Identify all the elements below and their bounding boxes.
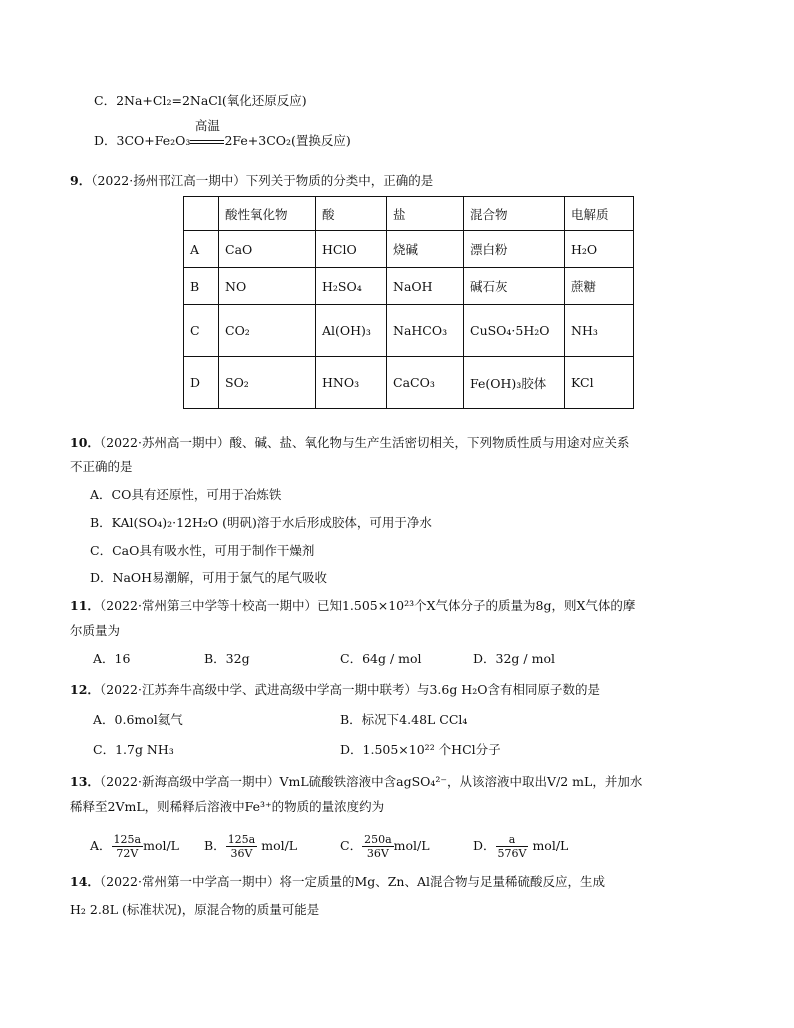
table-cell: CaO [219, 231, 316, 268]
option-label: B． [204, 838, 226, 853]
table-cell: 碱石灰 [464, 268, 565, 305]
numerator: 250a [364, 833, 392, 846]
option-b: B．标况下4.48L CCl₄ [340, 712, 468, 727]
question-text-cont: H₂ 2.8L (标准状况)，原混合物的质量可能是 [70, 902, 320, 917]
row-label-cell: D [184, 357, 219, 409]
table-row [184, 357, 634, 409]
equation-products: 2Fe+3CO₂(置换反应) [224, 133, 351, 148]
table-cell: NO [219, 268, 316, 305]
table-cell: 蔗糖 [565, 268, 634, 305]
q13-option-c [340, 833, 430, 860]
table-cell: NaOH [387, 268, 464, 305]
option-label: C． [94, 93, 117, 108]
option-label: A． [90, 838, 112, 853]
equals-bar [190, 140, 224, 144]
option-label: D． [94, 133, 117, 148]
table-cell: 酸性氧化物 [219, 197, 316, 231]
table-cell: NaHCO₃ [387, 305, 464, 357]
q9-stem [70, 172, 433, 190]
option-label: D． [473, 838, 496, 853]
option-c: C．64g / mol [340, 651, 422, 666]
table-cell: Fe(OH)₃胶体 [464, 357, 565, 409]
row-label-cell: B [184, 268, 219, 305]
question-number: 12． [70, 682, 100, 697]
table-cell: 混合物 [464, 197, 565, 231]
table-row [184, 268, 634, 305]
q14-stem [70, 873, 605, 891]
unit: mol/L [393, 838, 430, 853]
option-c: C．CaO具有吸水性，可用于制作干燥剂 [90, 543, 315, 558]
table-cell: 盐 [387, 197, 464, 231]
row-label-cell [184, 197, 219, 231]
table-cell: H₂O [565, 231, 634, 268]
table-cell: NH₃ [565, 305, 634, 357]
q13-option-b [204, 833, 297, 860]
row-label-cell: A [184, 231, 219, 268]
fraction [112, 833, 144, 860]
denominator: 36V [366, 847, 389, 860]
table-row [184, 305, 634, 357]
table-cell: CuSO₄·5H₂O [464, 305, 565, 357]
option-d: D．1.505×10²² 个HCl分子 [340, 742, 501, 757]
denominator: 72V [116, 847, 139, 860]
table-row [184, 231, 634, 268]
option-c: C．1.7g NH₃ [93, 742, 174, 757]
table-cell: 电解质 [565, 197, 634, 231]
question-text: （2022·江苏奔牛高级中学、武进高级中学高一期中联考）与3.6g H₂O含有相同原子数的是 [99, 682, 600, 697]
table-cell: 酸 [316, 197, 387, 231]
classification-table [183, 196, 634, 409]
fraction [226, 833, 258, 860]
option-a: A．CO具有还原性，可用于冶炼铁 [90, 487, 282, 502]
fraction [362, 833, 394, 860]
option-a: A．0.6mol氦气 [93, 712, 183, 727]
question-text: （2022·苏州高一期中）酸、碱、盐、氧化物与生产生活密切相关，下列物质性质与用途对应关系 [99, 435, 630, 450]
q12-stem [70, 681, 600, 699]
question-number: 10． [70, 435, 100, 450]
question-text: （2022·扬州邗江高一期中）下列关于物质的分类中，正确的是 [91, 173, 434, 188]
table-cell: 漂白粉 [464, 231, 565, 268]
fraction [496, 833, 529, 860]
question-text: （2022·常州第三中学等十校高一期中）已知1.505×10²³个X气体分子的质量为8g，则X气体的摩 [99, 598, 636, 613]
q13-stem [70, 773, 642, 791]
unit: mol/L [143, 838, 179, 853]
option-a: A．16 [93, 651, 131, 666]
question-text-cont: 稀释至2VmL，则稀释后溶液中Fe³⁺的物质的量浓度约为 [70, 799, 385, 814]
denominator: 576V [497, 847, 527, 860]
question-text-cont: 尔质量为 [70, 623, 121, 638]
question-text: （2022·常州第一中学高一期中）将一定质量的Mg、Zn、Al混合物与足量稀硫酸反应，生成 [99, 874, 606, 889]
option-d: D．32g / mol [473, 651, 555, 666]
option-b: B．32g [204, 651, 250, 666]
option-label: C． [340, 838, 363, 853]
table-cell: KCl [565, 357, 634, 409]
table-cell: HClO [316, 231, 387, 268]
condition-text: 高温 [194, 118, 220, 133]
question-number: 14． [70, 874, 100, 889]
numerator: 125a [113, 833, 142, 846]
unit: mol/L [528, 838, 569, 853]
table-cell: CaCO₃ [387, 357, 464, 409]
q8-option-c [94, 92, 307, 110]
question-text: （2022·新海高级中学高一期中）VmL硫酸铁溶液中含agSO₄²⁻，从该溶液中取出V/2 mL，并加水 [99, 774, 643, 789]
question-number: 9． [70, 173, 92, 188]
table-cell: H₂SO₄ [316, 268, 387, 305]
question-number: 11． [70, 598, 100, 613]
numerator: a [496, 833, 529, 847]
table-cell: Al(OH)₃ [316, 305, 387, 357]
table-header-row [184, 197, 634, 231]
numerator: 125a [227, 833, 256, 846]
question-number: 13． [70, 774, 100, 789]
q13-option-a [90, 833, 179, 860]
question-text-cont: 不正确的是 [70, 459, 133, 474]
table-cell: CO₂ [219, 305, 316, 357]
unit: mol/L [257, 838, 298, 853]
table-cell: SO₂ [219, 357, 316, 409]
table-cell: 烧碱 [387, 231, 464, 268]
option-b: B．KAl(SO₄)₂·12H₂O (明矾)溶于水后形成胶体，可用于净水 [90, 515, 432, 530]
q10-stem [70, 434, 629, 452]
row-label-cell: C [184, 305, 219, 357]
reaction-condition [190, 118, 224, 150]
option-d: D．NaOH易潮解，可用于氯气的尾气吸收 [90, 570, 328, 585]
q8-option-d [94, 118, 351, 150]
table-cell: HNO₃ [316, 357, 387, 409]
equation-reactants: 3CO+Fe₂O₃ [116, 133, 191, 148]
q11-stem [70, 597, 635, 615]
option-text: 2Na+Cl₂=2NaCl(氧化还原反应) [116, 93, 307, 108]
denominator: 36V [230, 847, 253, 860]
q13-option-d [473, 833, 568, 860]
